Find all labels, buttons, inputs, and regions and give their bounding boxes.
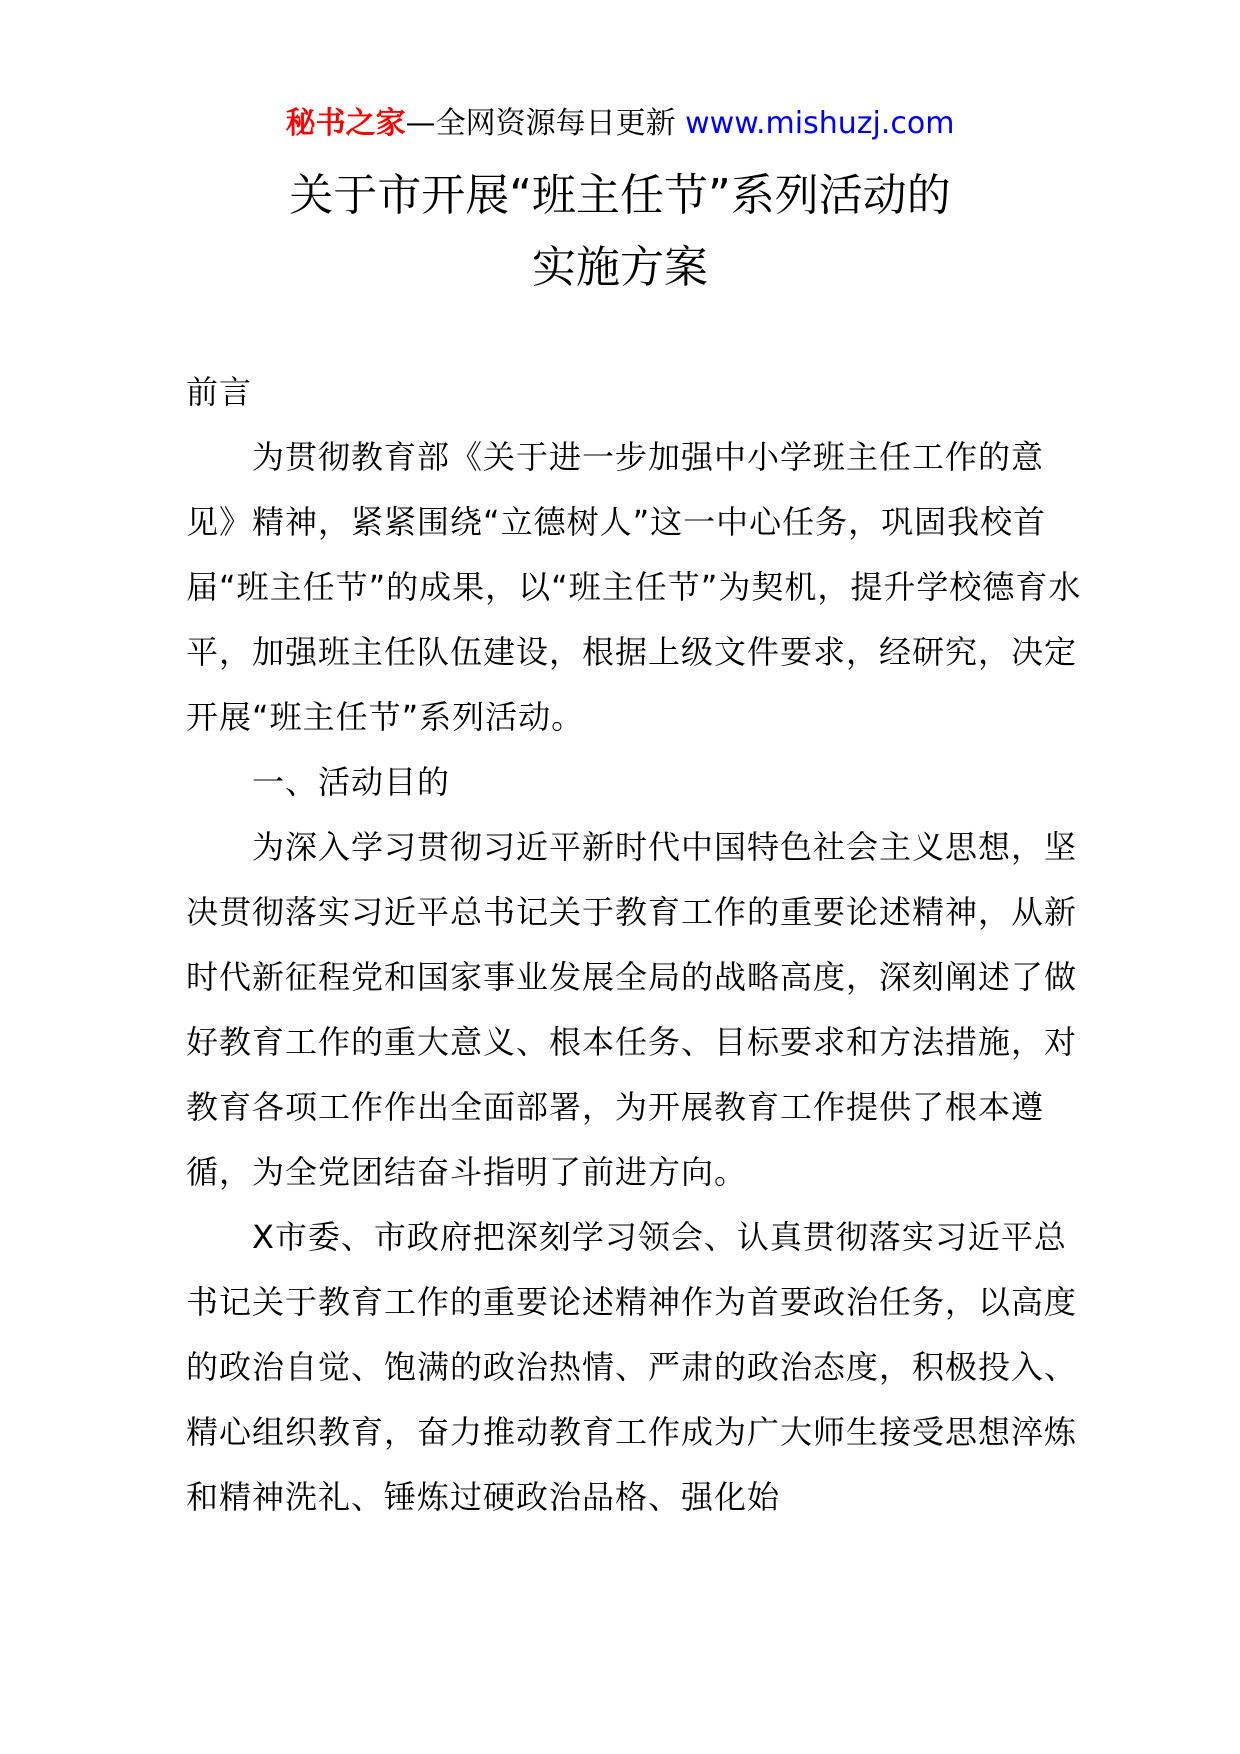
document-body [186,360,1086,1530]
section-1-paragraph-2: X市委、市政府把深刻学习领会、认真贯彻落实习近平总书记关于教育工作的重要论述精神作为首要政治任务，以高度的政治自觉、饱满的政治热情、严肃的政治态度，积极投入、精心组织教育，奋力推动教育工作成为广大师生接受思想淬炼和精神洗礼、锤炼过硬政治品格、强化始 [186,1218,1078,1516]
site-tagline: —全网资源每日更新 [405,106,686,141]
preface-heading: 前言 [186,373,253,411]
document-title [0,160,1240,304]
preface-paragraph: 为贯彻教育部《关于进一步加强中小学班主任工作的意见》精神，紧紧围绕“立德树人”这一中心任务，巩固我校首届“班主任节”的成果，以“班主任节”为契机，提升学校德育水平，加强班主任队伍建设，根据上级文件要求，经研究，决定开展“班主任节”系列活动。 [186,438,1082,736]
section-1-heading: 一、活动目的 [252,763,451,801]
site-url-link[interactable]: www.mishuzj.com [685,106,955,141]
site-brand: 秘书之家 [285,106,406,141]
title-line-1: 关于市开展“班主任节”系列活动的 [289,170,951,221]
section-1-paragraph-1: 为深入学习贯彻习近平新时代中国特色社会主义思想，坚决贯彻落实习近平总书记关于教育工作的重要论述精神，从新时代新征程党和国家事业发展全局的战略高度，深刻阐述了做好教育工作的重大意义、根本任务、目标要求和方法措施，对教育各项工作作出全面部署，为开展教育工作提供了根本遵循，为全党团结奋斗指明了前进方向。 [186,828,1078,1191]
site-header [0,104,1240,144]
title-line-2: 实施方案 [532,242,708,293]
